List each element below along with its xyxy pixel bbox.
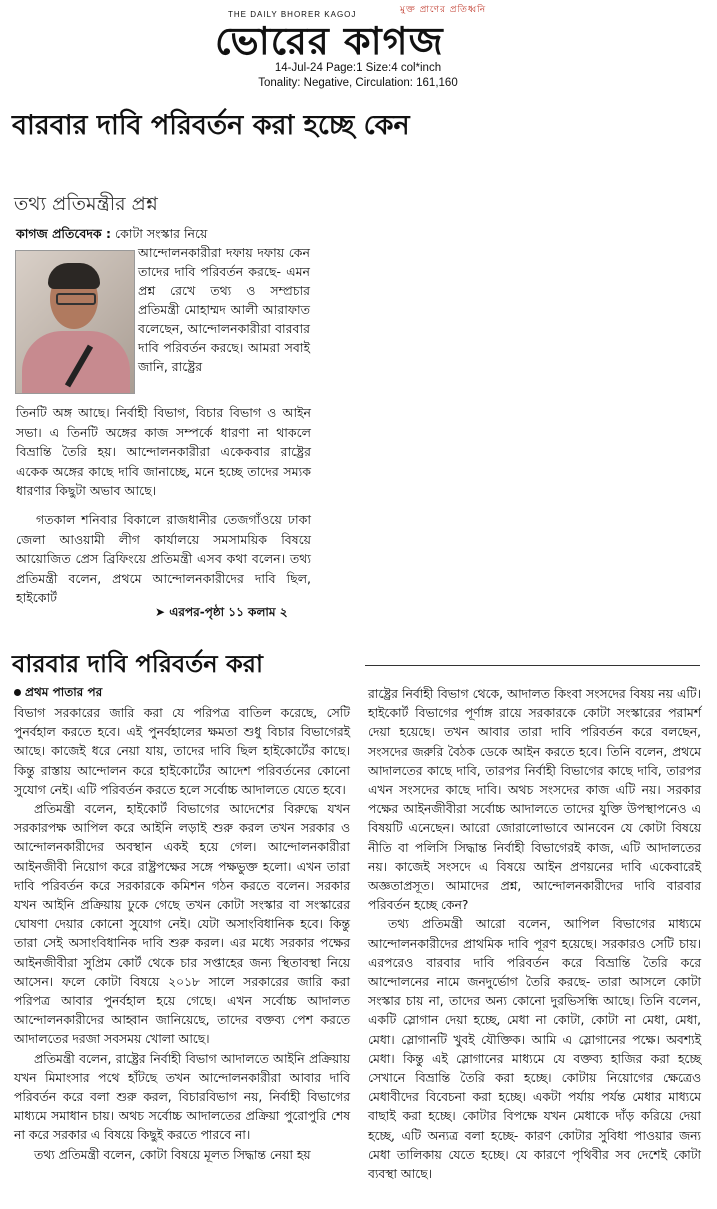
article1-para1-rest: তিনটি অঙ্গ আছে। নির্বাহী বিভাগ, বিচার বিভাগ ও আইন সভা। এ তিনটি অঙ্গের কাজ সম্পর্কে ধারণা না থাকলে বিভ্রান্তি তৈরি হয়। আন্দোলনকারীরা একেকবার রাষ্ট্রের একেক অঙ্গের কাছে দাবি জানাচ্ছে, মনে হচ্ছে তাদের সম্যক ধারণার কিছুটা অভাব আছে। xyxy=(16,405,311,499)
article1-para2: গতকাল শনিবার বিকালে রাজধানীর তেজগাঁওয়ে ঢাকা জেলা আওয়ামী লীগ কার্যালয়ে সমসাময়িক বিষয়ে আয়োজিত প্রেস ব্রিফিংয়ে প্রতিমন্ত্রী এসব কথা বলেন। তথ্য প্রতিমন্ত্রী বলেন, প্রথমে আন্দোলনকারীদের দাবি ছিল, হাইকোর্ট xyxy=(16,512,311,606)
left-para: প্রতিমন্ত্রী বলেন, রাষ্ট্রের নির্বাহী বিভাগ আদালতে আইনি প্রক্রিয়ায় যখন মিমাংসার পথে হাঁটছে তখন আন্দোলনকারীরা আবার দাবি পরিবর্তন করে বলা শুরু করল, বিচারবিভাগ নয়, নির্বাহী বিভাগের মাধ্যমে সমাধান চায়। অথচ সর্বোচ্চ আদালতের প্রক্রিয়া পুরোপুরি শেষ না করে সরকার এ বিষয়ে কিছুই করতে পারবে না। xyxy=(14,1051,350,1143)
continuation-label-text: প্রথম পাতার পর xyxy=(25,685,103,699)
section-divider xyxy=(365,665,700,666)
continuation-label xyxy=(14,684,102,704)
right-para: রাষ্ট্রের নির্বাহী বিভাগ থেকে, আদালত কিংবা সংসদের বিষয় নয় এটি। হাইকোর্ট বিভাগের পূর্ণাঙ্গ রায়ে সরকারকে কোটা সংস্কারের পরামর্শ দেয়া হয়েছে। তখন আবার তারা দাবি পরিবর্তন করে বলছেন, সংসদের জরুরি বৈঠক ডেকে আইন করতে হবে। তিনি বলেন, প্রথমে আদালতের কাছে দাবি, তারপর নির্বাহী বিভাগের কাছে দাবি, তারপর এখন সংসদের কাছে দাবি। অথচ সংসদের কাজ এটি নয়। সরকার পক্ষের আইনজীবীরা সর্বোচ্চ আদালতে তাদের যুক্তি উপস্থাপনেও এ বিষয়টি এনেছেন। আরো জোরালোভাবে আনবেন যে কোটা বিষয়ে নীতি বা পলিসি সিদ্ধান্ত নির্বাহী বিভাগেরই কাজ, এটি আদালতের নয়। কাজেই সংসদে এ বিষয়ে আইন প্রণয়নের দাবি একেবারেই অজ্ঞতাপ্রসূত। আমাদের প্রশ্ন, আন্দোলনকারীদের দাবি বারবার পরিবর্তন হচ্ছে কেন? xyxy=(368,687,701,913)
masthead-english-name: THE DAILY BHORER KAGOJ xyxy=(228,10,357,19)
masthead xyxy=(0,0,717,100)
article2-right-column xyxy=(368,685,701,1184)
article1-jump-line: ➤ এরপর-পৃষ্ঠা ১১ কলাম ২ xyxy=(155,605,288,619)
article2-left-column xyxy=(14,704,350,1165)
clipping-meta xyxy=(258,61,458,91)
article1-subhead: তথ্য প্রতিমন্ত্রীর প্রশ্ন xyxy=(14,193,158,215)
byline: কাগজ প্রতিবেদক : xyxy=(16,226,112,241)
masthead-title: ভোরের কাগজ xyxy=(215,18,444,63)
minister-photo xyxy=(15,250,135,394)
left-para: তথ্য প্রতিমন্ত্রী বলেন, কোটা বিষয়ে মূলত সিদ্ধান্ত নেয়া হয় xyxy=(34,1147,311,1162)
meta-line-1: 14-Jul-24 Page:1 Size:4 col*inch xyxy=(274,62,442,74)
left-para: বিভাগ সরকারের জারি করা যে পরিপত্র বাতিল করেছে, সেটি পুনর্বহাল করতে হবে। এই পুনর্বহালের ক্ষমতা শুধু বিচার বিভাগেরই আছে। কাজেই ধরে নেয়া যায়, তাদের দাবি ছিল হাইকোর্টের কাছে। কিন্তু রাস্তায় আন্দোলন করে হাইকোর্টের আদেশ পরিবর্তনের কোনো সুযোগ নেই। এটি পরিবর্তন করতে হলে সর্বোচ্চ আদালতে যেতে হবে। xyxy=(14,706,350,797)
article2-headline: বারবার দাবি পরিবর্তন করা xyxy=(12,650,263,678)
masthead-tagline: মুক্ত প্রাণের প্রতিধ্বনি xyxy=(400,5,487,15)
meta-line-2: Tonality: Negative, Circulation: 161,160 xyxy=(258,77,458,89)
article1-byline-line xyxy=(16,224,311,243)
byline-text: কোটা সংস্কার নিয়ে xyxy=(115,226,208,241)
article1-wrap-text: আন্দোলনকারীরা দফায় দফায় কেন তাদের দাবি পরিবর্তন করছে- এমন প্রশ্ন রেখে তথ্য ও সম্প্রচার প্রতিমন্ত্রী মোহাম্মদ আলী আরাফাত বলেছেন, আন্দোলনকারীরা বারবার দাবি পরিবর্তন করছে। আমরা সবাই জানি, রাষ্ট্রের xyxy=(138,245,310,374)
left-para: প্রতিমন্ত্রী বলেন, হাইকোর্ট বিভাগের আদেশের বিরুদ্ধে যখন সরকারপক্ষ আপিল করে আইনি লড়াই শুরু করল তখন সরকার ও আন্দোলনকারীদের অবস্থান একই হয়ে গেল। আন্দোলনকারীরা আইনজীবী নিয়োগ করে রাষ্ট্রপক্ষের সঙ্গে পক্ষভুক্ত হলো। এখন তারা দাবি পরিবর্তন করে সরকারকে কমিশন গঠন করতে বলেন। সরকার যখন আইনি প্রক্রিয়ায় ঢুকে গেছে তখন কোটা সংস্কার বা সংস্কারের ঘোষণা দেয়ার কোনো সুযোগ নেই। যেটা অসাংবিধানিক হবে। কিন্তু তারা সেই অসাংবিধানিক দাবি শুরু করল। এর মধ্যে সরকার পক্ষের আইনজীবীরা সুপ্রিম কোর্ট থেকে চার সপ্তাহের জন্য স্থিতাবস্থা নিয়ে আসেন। ফলে কোটা বিষয়ে ২০১৮ সালে সরকারের জারি করা পরিপত্র আবার পুনর্বহাল হয়ে গেছে। এখন সর্বোচ্চ আদালত আন্দোলনকারীদের আহ্বান জানিয়েছে, তাদের বক্তব্য পেশ করতে আদালতের দরজা সবসময় খোলা আছে। xyxy=(14,802,350,1047)
bullet-icon xyxy=(14,689,21,696)
right-para: তথ্য প্রতিমন্ত্রী আরো বলেন, আপিল বিভাগের মাধ্যমে আন্দোলনকারীদের প্রাথমিক দাবি পূরণ হয়েছে। সরকারও সেটি চায়। এরপরেও বারবার দাবি পরিবর্তন করে বিভ্রান্তি তৈরি করে আন্দোলনের নামে জনদুর্ভোগ তৈরি করছে- তারা আসলে কোটা সংস্কার চায় না, তাদের অন্য কোনো দুরভিসন্ধি আছে। তিনি বলেন, একটি স্লোগান দেয়া হচ্ছে, মেধা না কোটা, কোটা না মেধা, মেধা, মেধা। স্লোগানটি খুবই যৌক্তিক। আমি এ স্লোগানের পক্ষে। অবশ্যই মেধা। কিন্তু এই স্লোগানের মাধ্যমে যে বক্তব্য হাজির করা হচ্ছে সেখানে বিভ্রান্তি তৈরি করা হচ্ছে। কোটায় নিয়োগের ক্ষেত্রেও মেধাবীদের বিবেচনা করা হচ্ছে। একটা পর্যায় পর্যন্ত মেধার মাধ্যমে বাছাই করা হচ্ছে। কোটার বিপক্ষে যখন মেধাকে দাঁড় করিয়ে দেয়া হচ্ছে, এটি অন্যত্র বলা হচ্ছে- কারণ কোটার সুবিধা পাওয়ার জন্য মেধা তালিকায় যেতে হচ্ছে। যে কারণে পৃথিবীর সব দেশেই কোটা ব্যবস্থা আছে। xyxy=(368,917,701,1182)
article1-headline: বারবার দাবি পরিবর্তন করা হচ্ছে কেন xyxy=(12,110,410,141)
